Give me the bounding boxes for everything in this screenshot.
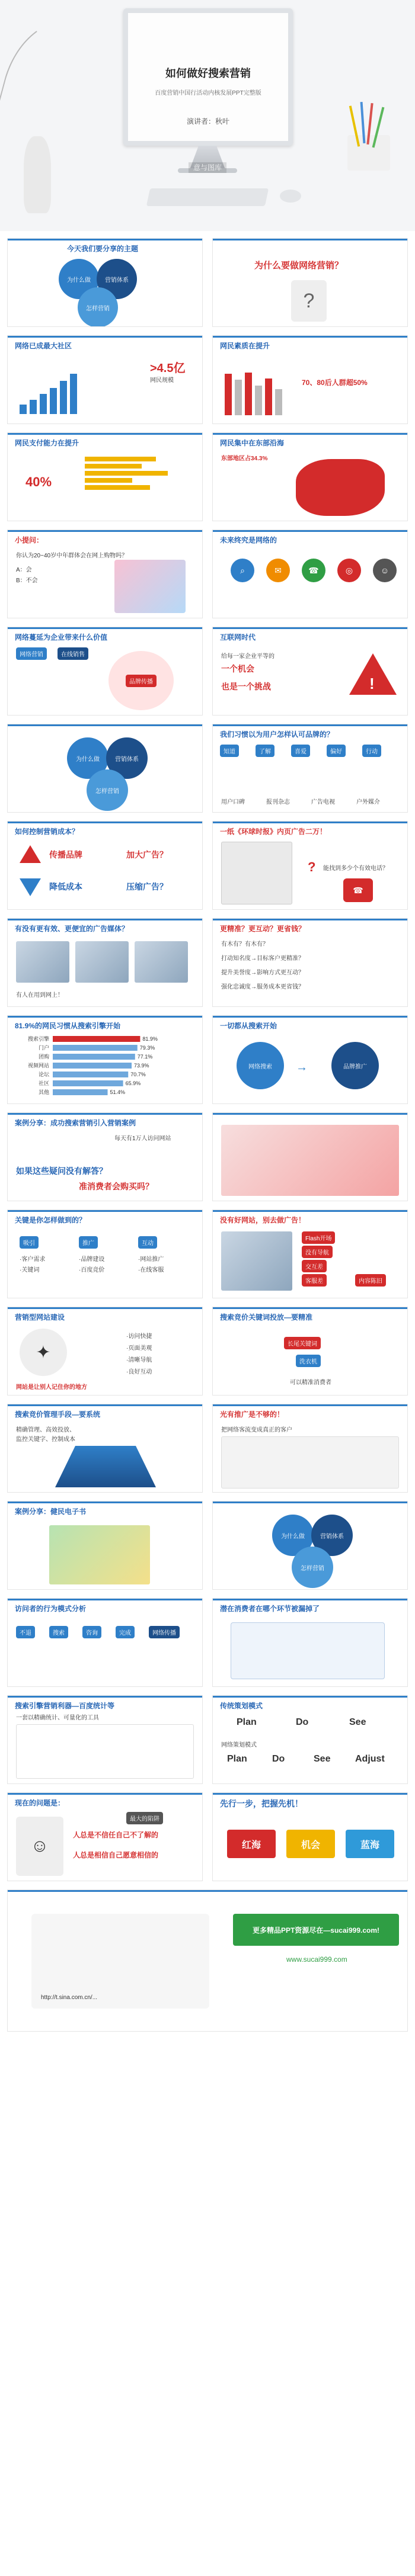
category-label: 团购 [38,1054,49,1060]
slide-missing [212,1598,408,1687]
red-ocean: 红海 [227,1830,276,1858]
watermark: 意与图库 [0,162,415,172]
cover-hero [0,0,415,231]
habit-bar [53,1072,128,1077]
slide-community [7,335,203,424]
slide-title: 一切都从搜索开始 [220,1022,277,1030]
blue-ocean: 蓝海 [346,1830,394,1858]
habit-value: 51.4% [110,1089,126,1095]
slide-brand-recognition [212,724,408,813]
cost-up-right: 加大广告？ [126,850,168,859]
slide-cost [7,821,203,910]
col-promote: 推广 [79,1236,98,1249]
photo-1 [16,941,69,983]
tag-prefer: 偏好 [327,745,346,757]
slide-bid-system [7,1404,203,1493]
habit-value: 77.1% [137,1054,153,1060]
slide-not-enough [212,1404,408,1493]
topic-why: 为什么做 [59,259,99,299]
trap-label: 最大的陷阱 [126,1812,163,1824]
row-brand: ·品牌建设 [79,1256,105,1263]
newspaper-caption: 能找到多少个有效电话？ [323,865,388,872]
slide-good-site [212,1210,408,1298]
tag-flash: Flash开场 [302,1231,335,1244]
tag-leave: 不退 [16,1626,35,1638]
ebook-image [49,1525,150,1584]
vase-decoration [24,136,51,213]
slide-payment [7,432,203,521]
slide-start-search [212,1015,408,1104]
slide-east-coast [212,432,408,521]
slide-question [7,530,203,618]
cover-monitor [123,8,293,146]
do-1: Do [296,1717,309,1727]
precision-line-4: 强化忠诚度→服务成本更省钱？ [221,984,304,990]
row-need: ·客户需求 [20,1256,46,1263]
topic-how: 怎样营销 [87,769,128,811]
quality-bar-chart [225,368,282,415]
cover-speaker: 演讲者：秋叶 [186,117,229,126]
slide-marketing-site [7,1307,203,1396]
question-mark: ? [308,859,316,874]
question-text: 你认为20~40岁中年群体会在网上购物吗？ [16,553,128,559]
topic-why: 为什么做 [67,737,108,779]
col-interact: 互动 [138,1236,157,1249]
category-label: 搜索引擎 [27,1036,49,1042]
tag-poor-service: 客服差 [302,1274,327,1287]
slide-title: 有没有更有效、更便宜的广告媒体？ [15,925,129,933]
slide-title: 案例分享：健民电子书 [15,1507,87,1516]
slide-topics-3 [212,1501,408,1590]
slide-title: 网络蔓延为企业带来什么价值 [15,633,108,641]
row-keyword: ·关键词 [20,1267,40,1273]
slide-title: 搜索引擎营销利器—百度统计等 [15,1702,115,1710]
china-map-icon [296,459,385,516]
option-b: B：不会 [16,578,38,584]
site-item-3: ·清晰导航 [126,1357,152,1364]
row-service: ·在线客服 [138,1267,164,1273]
site-footer: 网站是让别人记住你的地方 [16,1384,87,1391]
row-site: ·网站推广 [138,1256,164,1263]
tag-outdated: 内容陈旧 [355,1274,386,1287]
not-enough-note: 把网络客流变成真正的客户 [221,1427,292,1433]
cost-down-right: 压缩广告？ [126,882,168,891]
cover-title: 如何做好搜索营销 [165,68,251,79]
slide-title: 没有好网站，别去做广告！ [220,1216,306,1224]
habit-bar [53,1063,132,1069]
slide-title: 我们习惯以为用户怎样认可品牌的？ [220,730,334,739]
slide-problem [7,1792,203,1881]
closing-slogan: 更多精品PPT资源尽在—sucai999.com! [233,1914,399,1946]
slide-title: 更精准？更互动？更省钱？ [220,925,306,933]
slide-case [7,1112,203,1201]
slide-effective-media [7,918,203,1007]
payment-value: 40% [25,474,52,489]
photo-2 [75,941,129,983]
habit-bar [53,1036,140,1042]
habit-bar [53,1054,135,1060]
search-habit-chart [11,1032,201,1103]
arrow-right-icon: → [296,1061,308,1074]
habit-value: 79.3% [139,1045,155,1051]
tag-spread: 网络传播 [149,1626,180,1638]
keyword-long-tail: 长尾关键词 [284,1337,321,1349]
search-icon: ⌕ [231,559,254,582]
slide-title: 网民集中在东部沿海 [220,439,285,447]
site-item-1: ·访问快捷 [126,1333,152,1340]
ad-banner-image [221,1125,399,1196]
habit-value: 81.9% [142,1036,158,1042]
bid-line-1: 精确管理、高效投放、 [16,1427,75,1433]
slide-title: 搜索竞价管理手段—要系统 [15,1410,101,1419]
search-circle: 网络搜索 [237,1042,284,1089]
topic-system: 营销体系 [311,1515,353,1556]
mouse-icon [280,190,301,203]
step-word-of-mouth: 用户口碑 [221,799,245,806]
photo-3 [135,941,188,983]
slide-newspaper [212,821,408,910]
slide-precision [212,918,408,1007]
closing-url: http://t.sina.com.cn/... [41,1994,98,2001]
slide-advance [212,1792,408,1881]
slide-title: 未来终究是网络的 [220,536,277,544]
slide-title: 先行一步，把握先机！ [220,1799,303,1808]
habit-bar [53,1045,138,1051]
row-bid: ·百度竞价 [79,1267,105,1273]
slide-title: 为什么要做网络营销？ [254,261,344,271]
plan-2: Plan [227,1754,247,1764]
label-online-sales: 在线销售 [58,647,88,660]
slide-title: 现在的问题是： [15,1799,65,1807]
netizen-count: >4.5亿 [150,362,186,375]
slide-stats-tool [7,1695,203,1784]
slide-title: 网络已成最大社区 [15,342,72,350]
tag-like: 喜爱 [291,745,310,757]
slide-topics-2 [7,724,203,813]
tag-search: 搜索 [49,1626,68,1638]
slide-future [212,530,408,618]
slide-closing [7,1890,408,2032]
precision-line-3: 提升美誉度→影响方式更互动？ [221,970,304,976]
globe-icon: ◎ [337,559,361,582]
slide-behavior [7,1598,203,1687]
slide-title: 营销型网站建设 [15,1313,65,1321]
slide-title: 网民支付能力在提升 [15,439,79,447]
tag-complete: 完成 [116,1626,135,1638]
tag-poor-interact: 交互差 [302,1260,327,1272]
do-2: Do [272,1754,285,1764]
warning-mark: ! [369,675,375,692]
slide-title: 小提问： [15,536,44,544]
topic-how: 怎样营销 [78,287,118,327]
jumping-person-icon: ✦ [20,1329,67,1376]
slide-search-habit [7,1015,203,1104]
cost-down: 降低成本 [49,882,82,891]
slide-title: 关键是你怎样做到的？ [15,1216,87,1224]
site-screenshot [221,1231,292,1291]
shop-icon: ✉ [266,559,290,582]
topic-how: 怎样营销 [292,1547,333,1588]
arrow-down-icon [20,878,41,896]
tag-no-nav: 没有导航 [302,1246,333,1258]
slide-ad-image [212,1112,408,1201]
topic-why: 为什么做 [272,1515,314,1556]
topic-system: 营销体系 [106,737,148,779]
problem-line-1: 人总是不信任自己不了解的 [73,1831,159,1839]
step-magazine: 报刊杂志 [266,799,290,806]
slide-title: 案例分享：成功搜索营销引入营销案例 [15,1119,136,1127]
habit-value: 65.9% [125,1080,141,1086]
network-planning: 网络策划模式 [221,1742,257,1749]
slide-title: 81.9%的网民习惯从搜索引擎开始 [15,1022,121,1030]
case-line-2: 如果这些疑问没有解答？ [16,1166,107,1176]
step-outdoor: 户外媒介 [356,799,380,806]
category-label: 门户 [38,1045,49,1051]
stats-note: 一套以精确统计、可量化的工具 [16,1715,99,1721]
pencil-cup-icon [347,135,390,171]
tag-consult: 咨询 [82,1626,101,1638]
slide-quality [212,335,408,424]
keyword-note: 可以精准消费者 [290,1380,331,1386]
media-note: 有人在用到网上！ [16,992,63,999]
slide-key [7,1210,203,1298]
shopping-bags-icon [114,560,186,613]
tag-act: 行动 [362,745,381,757]
bid-pyramid [55,1446,156,1487]
arrow-up-icon [20,845,41,863]
precision-line-2: 打动知名度→目标客户更精准？ [221,955,304,962]
site-item-2: ·页面美观 [126,1345,152,1352]
stats-screenshot [16,1724,194,1779]
case-line-3: 准消费者会购买吗？ [79,1182,154,1191]
funnel-diagram [231,1622,385,1679]
value-diagram [108,651,174,710]
problem-line-2: 人总是相信自己愿意相信的 [73,1851,159,1859]
slide-title: 一纸《环球时报》内页广告二万！ [220,827,327,836]
person-icon: ☺ [16,1817,63,1876]
keyword-washer: 洗衣机 [296,1355,321,1367]
label-network-marketing: 网络营销 [16,647,47,660]
bid-line-2: 监控关键字、控制成本 [16,1436,75,1443]
branch-decoration [0,8,110,152]
topic-system: 营销体系 [97,259,137,299]
chat-icon: ☎ [302,559,325,582]
slide-ebook-case [7,1501,203,1590]
slide-title: 如何控制营销成本？ [15,827,79,836]
plan-1: Plan [237,1717,257,1727]
option-a: A：会 [16,567,32,573]
slide-title: 访问者的行为模式分析 [15,1605,87,1613]
slide-title: 光有推广是不够的！ [220,1410,285,1419]
habit-value: 70.7% [130,1072,146,1077]
slide-title: 搜索竞价关键词投放—要精准 [220,1313,313,1321]
newspaper-image [221,842,292,904]
keyboard-icon [146,188,269,206]
slide-title: 传统策划模式 [220,1702,263,1710]
slide-title: 今天我们要分享的主题 [67,245,139,253]
payment-bar-chart [85,457,168,510]
cost-up: 传播品牌 [49,850,82,859]
quality-note: 70、80后人群超50% [302,378,368,387]
category-label: 社区 [38,1080,49,1086]
era-line-2: 一个机会 [221,664,254,673]
slide-title: 网民素质在提升 [220,342,270,350]
east-note: 东部地区占34.3% [221,455,268,462]
label-brand: 品牌传播 [126,675,157,687]
habit-value: 73.9% [134,1063,149,1069]
netizen-bar-chart [20,373,77,414]
slide-value [7,627,203,716]
opportunity: 机会 [286,1830,335,1858]
slide-keyword-precise [212,1307,408,1396]
chat-screenshot [221,1436,399,1489]
user-icon: ☺ [373,559,397,582]
era-line-3: 也是一个挑战 [221,682,271,691]
tag-understand: 了解 [256,745,274,757]
col-attract: 吸引 [20,1236,39,1249]
slide-title: 互联网时代 [220,633,256,641]
see-2: See [314,1754,331,1764]
habit-bar [53,1089,108,1095]
precision-line-1: 有木有？有木有？ [221,941,269,948]
habit-bar [53,1080,123,1086]
category-label: 论坛 [38,1072,49,1077]
adjust-2: Adjust [355,1754,385,1764]
slide-planning [212,1695,408,1784]
brand-circle: 品牌推广 [331,1042,379,1089]
tag-know: 知道 [220,745,239,757]
question-person-icon: ? [291,280,327,322]
phone-icon: ☎ [343,878,373,902]
slide-title: 潜在消费者在哪个环节被漏掉了 [220,1605,320,1613]
step-tv: 广告电视 [311,799,335,806]
case-line-1: 每天有1万人访问网站 [114,1135,171,1142]
netizen-caption: 网民规模 [150,377,174,384]
closing-link[interactable]: www.sucai999.com [286,1955,347,1964]
slide-why-network [212,238,408,327]
category-label: 视频网站 [27,1063,49,1069]
site-item-4: ·良好互动 [126,1369,152,1375]
cover-subtitle: 百度营销中国行活动内核发展PPT完整版 [155,90,261,97]
slide-topics [7,238,203,327]
slide-internet-era [212,627,408,716]
category-label: 其他 [38,1089,49,1095]
era-line-1: 给每一家企业平等的 [221,653,274,660]
see-1: See [349,1717,366,1727]
